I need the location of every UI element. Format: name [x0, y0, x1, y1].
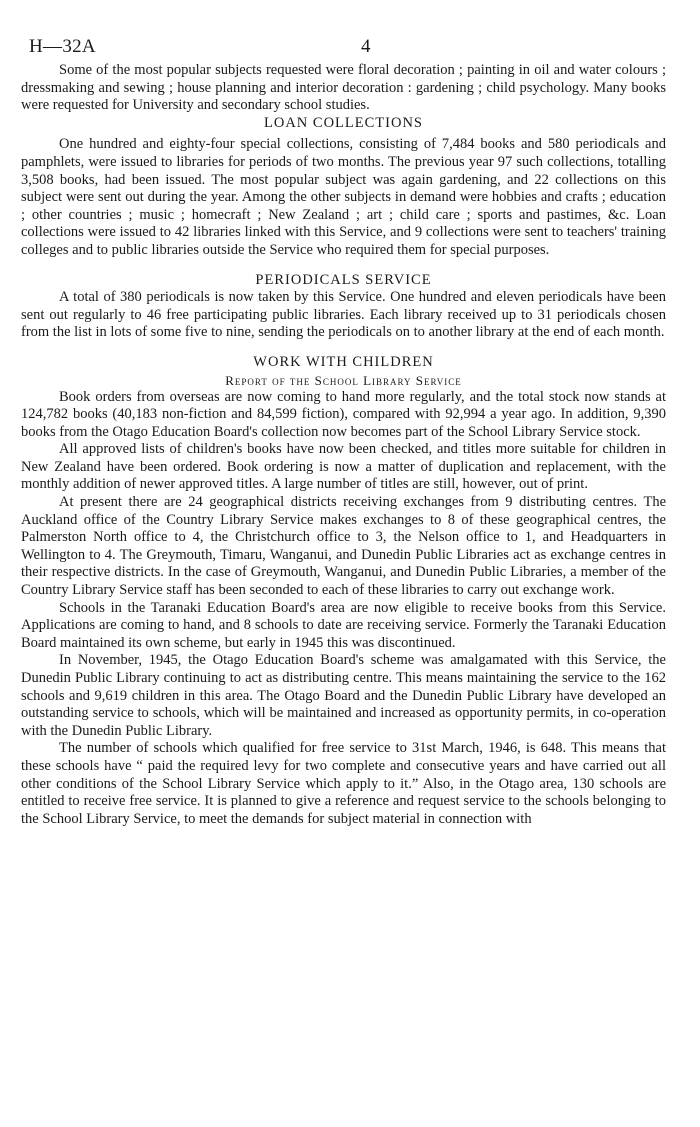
page-body [21, 62, 666, 828]
children-paragraph-otago: In November, 1945, the Otago Education Board's scheme was amalgamated with this Service, the Dunedin Public Library continuing to act as distributing centre. This means maintaining the service to the 162 schools and 9,619 children in this area. The Otago Board and the Dunedin Public Library have developed an outstanding service to schools, which will be maintained and increased as opportunity permits, in co-operation with the Dunedin Public Library. [21, 652, 666, 739]
loan-paragraph: One hundred and eighty-four special collections, consisting of 7,484 books and 580 periodicals and pamphlets, were issued to libraries for periods of two months. The previous year 97 such collections, totalling 3,508 books, had been issued. The most popular subject was again gardening, and 22 collections on this subject were sent out during the year. Among the other subjects in demand were hobbies and crafts ; education ; other countries ; music ; homecraft ; New Zealand ; art ; child care ; sports and pastimes, &c. Loan collections were issued to 42 libraries linked with this Service, and 9 collections were sent to teachers' training colleges and to public libraries outside the Service who required them for special purposes. [21, 136, 666, 258]
page-number: 4 [361, 36, 371, 57]
section-heading-loan-collections: LOAN COLLECTIONS [264, 114, 423, 131]
periodicals-paragraph: A total of 380 periodicals is now taken by this Service. One hundred and eleven periodicals have been sent out regularly to 46 free participating public libraries. Each library received up to 31 periodicals chosen from the list in lots of some five to nine, sending the periodicals on to another library at the end of each month. [21, 289, 666, 341]
children-paragraph-exchange-districts: At present there are 24 geographical districts receiving exchanges from 9 distributing centres. The Auckland office of the Country Library Service makes exchanges to 8 of these geographical centres, the Palmerston North office to 4, the Christchurch office to 3, the Nelson office to 1, and Headquarters in Wellington to 4. The Greymouth, Timaru, Wanganui, and Dunedin Public Libraries act as exchange centres in their respective districts. In the case of Greymouth, Wanganui, and Dunedin Public Libraries, a member of the Country Library Service staff has been seconded to each of these libraries to carry out exchange work. [21, 494, 666, 599]
section-heading-periodicals-service: PERIODICALS SERVICE [255, 271, 432, 288]
document-id: H—32A [29, 36, 96, 57]
intro-paragraph: Some of the most popular subjects requested were floral decoration ; painting in oil and water colours ; dressmaking and sewing ; house planning and interior decoration : gardening ; child psychology. Many books were requested for University and secondary school studies. [21, 62, 666, 114]
page-header [21, 28, 666, 62]
children-paragraph-approved-lists: All approved lists of children's books have now been checked, and titles more suitable for children in New Zealand have been ordered. Book ordering is now a matter of duplication and replacement, with the monthly addition of newer approved titles. A large number of titles are still, however, out of print. [21, 441, 666, 493]
children-paragraph-book-orders: Book orders from overseas are now coming to hand more regularly, and the total stock now stands at 124,782 books (40,183 non-fiction and 84,599 fiction), compared with 92,994 a year ago. In addition, 9,390 books from the Otago Education Board's collection now becomes part of the School Library Service stock. [21, 388, 666, 440]
children-paragraph-free-service: The number of schools which qualified for free service to 31st March, 1946, is 648. This means that these schools have “ paid the required levy for two complete and consecutive years and have carried out all other conditions of the School Library Service which apply to it.” Also, in the Otago area, 130 schools are entitled to receive free service. It is planned to give a reference and request service to the schools belonging to the School Library Service, to meet the demands for subject material in connection with [21, 740, 666, 827]
subheading-school-library-report: Report of the School Library Service [225, 372, 462, 388]
section-heading-work-with-children: WORK WITH CHILDREN [253, 353, 434, 370]
children-paragraph-taranaki: Schools in the Taranaki Education Board's area are now eligible to receive books from this Service. Applications are coming to hand, and 8 schools to date are receiving service. Formerly the Taranaki Education Board maintained its own scheme, but early in 1945 this was discontinued. [21, 599, 666, 651]
